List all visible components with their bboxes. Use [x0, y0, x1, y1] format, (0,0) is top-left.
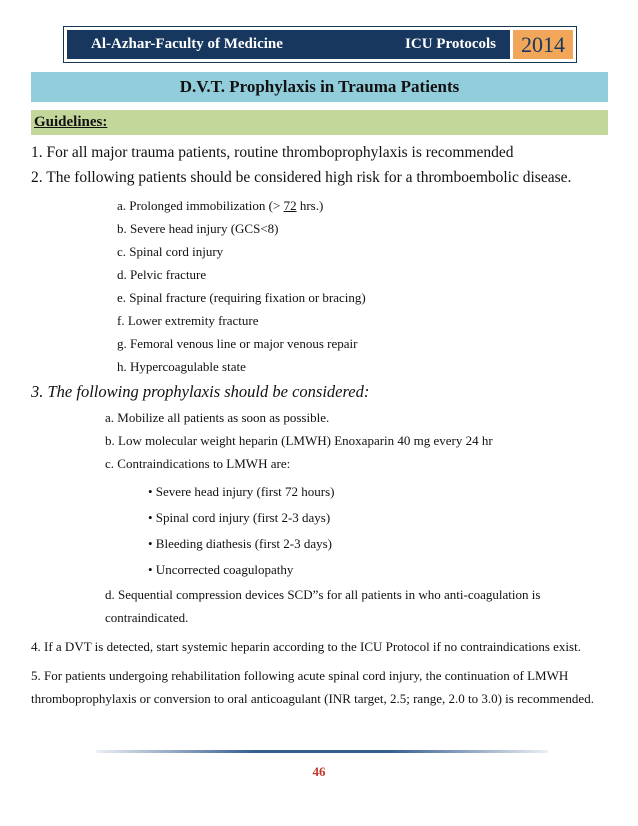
contraindication-3: • Bleeding diathesis (first 2-3 days) — [148, 536, 332, 551]
footer-divider — [96, 750, 548, 753]
prophylaxis-item-b: b. Low molecular weight heparin (LMWH) Enoxaparin 40 mg every 24 hr — [105, 433, 493, 448]
page-header — [63, 26, 577, 63]
guideline-4: 4. If a DVT is detected, start systemic heparin according to the ICU Protocol if no contraindications exist. — [31, 639, 581, 654]
contraindication-1: • Severe head injury (first 72 hours) — [148, 484, 335, 499]
page-number: 46 — [312, 764, 326, 779]
guidelines-heading: Guidelines: — [34, 114, 108, 130]
risk-item-a-num: 72 — [283, 198, 297, 213]
prophylaxis-item-d-line1: d. Sequential compression devices SCD”s for all patients in who anti-coagulation is — [105, 587, 541, 602]
guideline-5: 5. For patients undergoing rehabilitation following acute spinal cord injury, the continuation of LMWH thromboprophylaxis or conversion to oral anticoagulant (INR target, 2.5; range, 2.0 to 3.0) is recommended. — [31, 668, 594, 706]
guidelines-bar — [31, 110, 608, 135]
risk-item-g: g. Femoral venous line or major venous repair — [117, 336, 358, 351]
risk-item-a — [31, 194, 608, 217]
guideline-1: 1. For all major trauma patients, routine thromboprophylaxis is recommended — [31, 144, 514, 161]
guideline-3: 3. The following prophylaxis should be considered: — [31, 382, 370, 401]
risk-item-b: b. Severe head injury (GCS<8) — [117, 221, 279, 236]
risk-item-d: d. Pelvic fracture — [117, 267, 207, 282]
page-content — [31, 140, 608, 710]
risk-item-e: e. Spinal fracture (requiring fixation or bracing) — [117, 290, 366, 305]
risk-item-a-post: hrs.) — [296, 198, 324, 213]
header-faculty: Al-Azhar-Faculty of Medicine — [91, 36, 283, 52]
risk-item-a-pre: a. Prolonged immobilization (> — [117, 198, 284, 213]
header-year: 2014 — [513, 30, 573, 59]
prophylaxis-item-a: a. Mobilize all patients as soon as possible. — [105, 410, 330, 425]
risk-item-h: h. Hypercoagulable state — [117, 359, 246, 374]
risk-item-c: c. Spinal cord injury — [117, 244, 224, 259]
contraindication-4: • Uncorrected coagulopathy — [148, 562, 294, 577]
prophylaxis-item-c: c. Contraindications to LMWH are: — [105, 456, 291, 471]
contraindication-2: • Spinal cord injury (first 2-3 days) — [148, 510, 331, 525]
risk-item-f: f. Lower extremity fracture — [117, 313, 259, 328]
page-title: D.V.T. Prophylaxis in Trauma Patients — [31, 72, 608, 102]
guideline-2: 2. The following patients should be considered high risk for a thromboembolic disease. — [31, 169, 572, 186]
header-banner — [67, 30, 510, 59]
header-protocols: ICU Protocols — [405, 36, 496, 52]
prophylaxis-item-d-line2: contraindicated. — [105, 610, 189, 625]
